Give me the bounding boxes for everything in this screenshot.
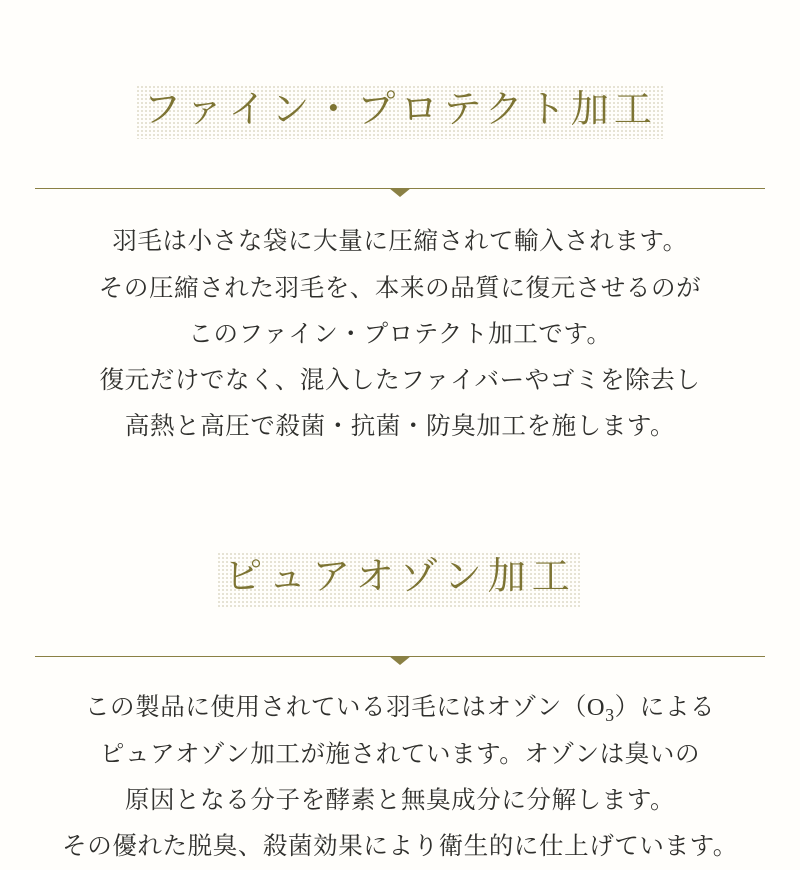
ozone-subscript: 3 (605, 705, 615, 726)
body-line: その優れた脱臭、殺菌効果により衛生的に仕上げています。 (62, 833, 738, 861)
heading-divider (35, 188, 765, 189)
divider-arrow-icon (389, 656, 411, 665)
body-line: その圧縮された羽毛を、本来の品質に復元させるのが (98, 274, 702, 302)
section-pure-ozone (0, 450, 800, 870)
section-body-fine-protect (30, 219, 770, 449)
section-heading-wrap (0, 54, 800, 170)
divider-arrow-icon (389, 188, 411, 197)
body-line-ozone-suffix: ）による (614, 694, 716, 722)
body-line: このファイン・プロテクト加工です。 (188, 320, 612, 348)
body-line: 高熱と高圧で殺菌・抗菌・防臭加工を施します。 (124, 412, 676, 440)
body-line-ozone-prefix: この製品に使用されている羽毛にはオゾン（O (84, 694, 606, 722)
body-line: ピュアオゾン加工が施されています。オゾンは臭いの (99, 741, 701, 769)
body-line: 羽毛は小さな袋に大量に圧縮されて輸入されます。 (112, 228, 688, 256)
body-line: 復元だけでなく、混入したファイバーやゴミを除去し (99, 366, 701, 394)
heading-divider (35, 656, 765, 657)
body-line: 原因となる分子を酵素と無臭成分に分解します。 (124, 787, 676, 815)
section-body-pure-ozone (30, 685, 770, 870)
section-heading-pure-ozone: ピュアオゾン加工 (218, 553, 582, 606)
body-line-ozone (30, 685, 770, 732)
section-heading-wrap (0, 522, 800, 638)
section-heading-fine-protect: ファイン・プロテクト加工 (137, 86, 663, 139)
